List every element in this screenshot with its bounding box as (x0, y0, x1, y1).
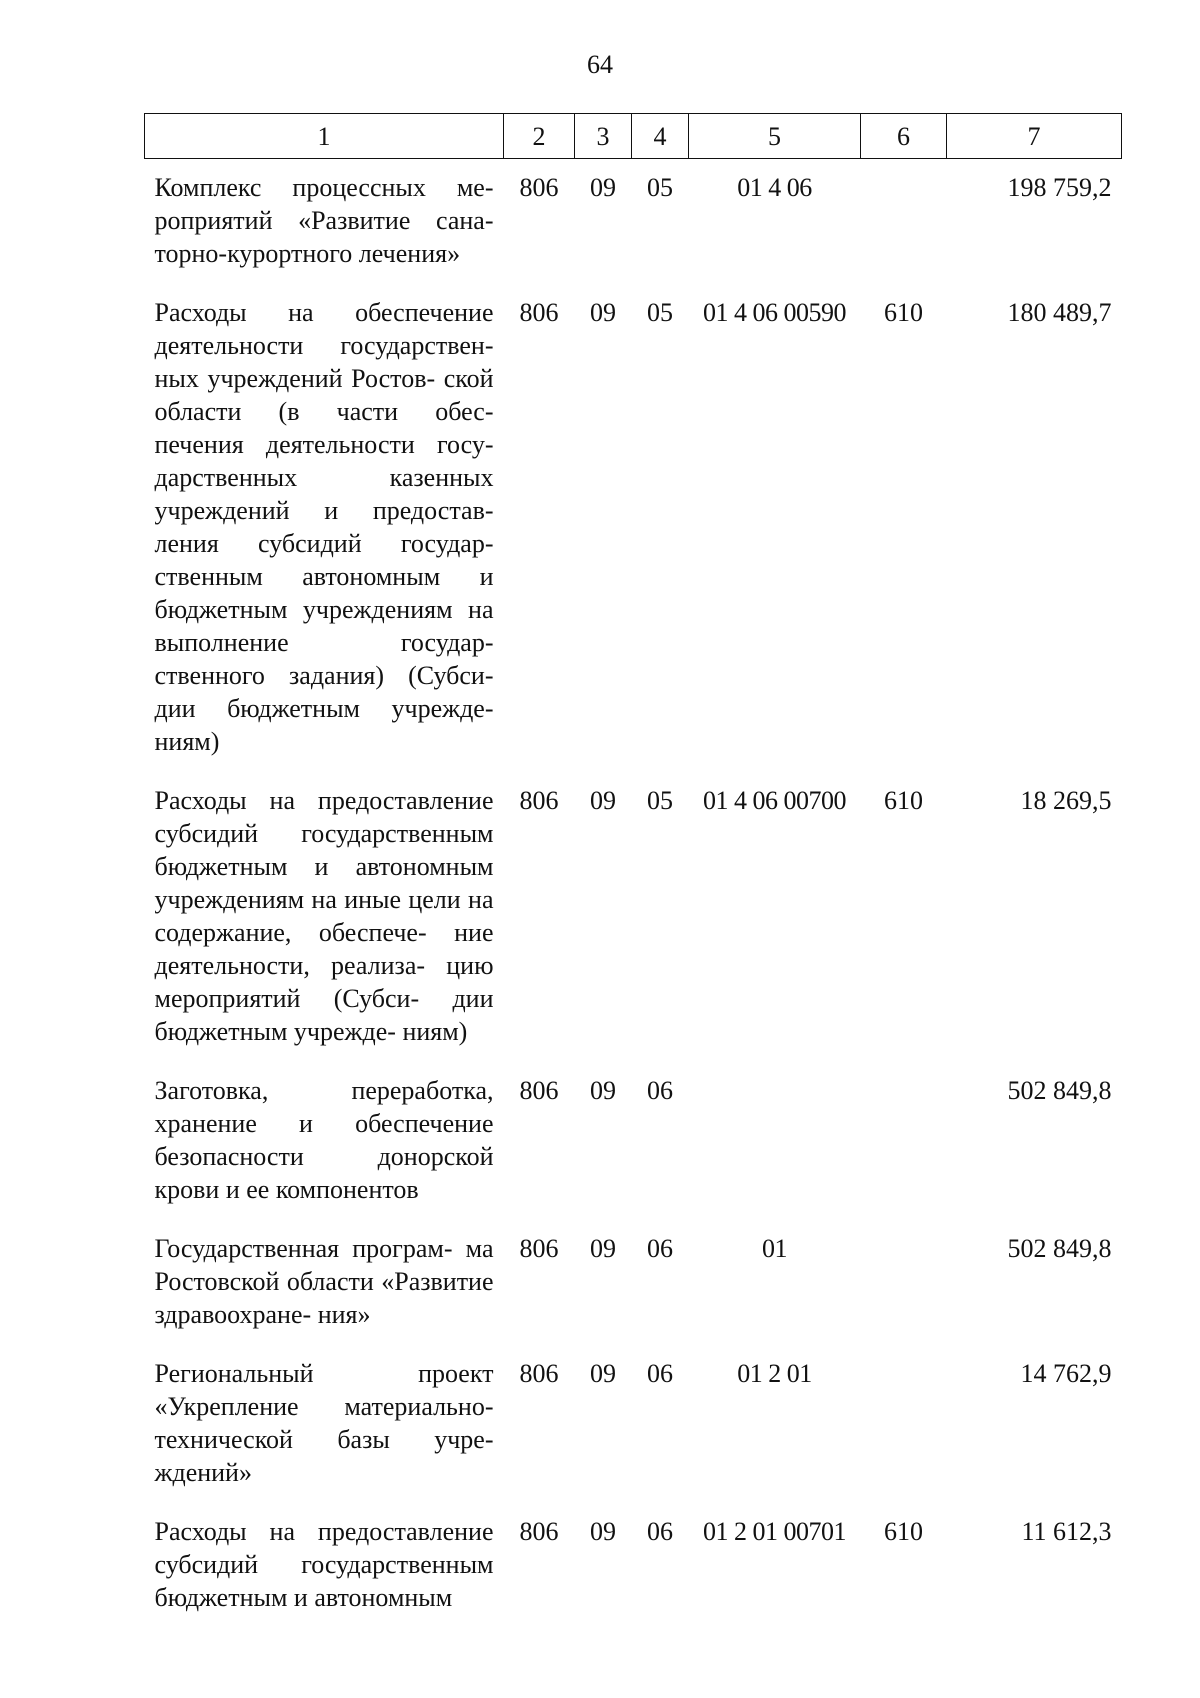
item-name-line: бюджетным и автономным (154, 1583, 453, 1612)
cell-expense-type: 610 (884, 298, 923, 327)
item-name-line: цию мероприятий (Субси- (154, 951, 494, 1013)
item-name-line: роприятий «Развитие сана- (154, 206, 494, 235)
item-name-line: ных учреждений Ростов- (154, 364, 436, 393)
cell-grbs: 806 (519, 298, 559, 327)
cell-subsection: 05 (647, 786, 673, 815)
item-name-line: бюджетным и автономным (154, 852, 494, 881)
cell-amount: 502 849,8 (1007, 1234, 1112, 1263)
cell-target-article: 01 2 01 00701 (703, 1517, 846, 1546)
item-name-line: ниям) (402, 1017, 468, 1046)
item-name-line: ждений» (154, 1458, 252, 1487)
cell-grbs: 806 (519, 1359, 559, 1388)
item-name-line: на выполнение государ- (154, 595, 494, 657)
cell-subsection: 05 (647, 298, 673, 327)
cell-expense-type (861, 159, 947, 285)
cell-section: 09 (590, 173, 616, 202)
item-name-line: Расходы на обеспечение (154, 298, 494, 327)
cell-target-article: 01 4 06 00590 (703, 298, 846, 327)
budget-table (144, 113, 1122, 1628)
cell-amount: 502 849,8 (1007, 1076, 1112, 1105)
cell-grbs: 806 (519, 786, 559, 815)
item-name-line: «Развитие здравоохране- (154, 1267, 494, 1329)
item-name-line: крови и ее компонентов (154, 1175, 419, 1204)
header-col-1: 1 (145, 114, 504, 159)
item-name-line: ления субсидий государ- (154, 529, 494, 558)
table-header-row (145, 114, 1122, 159)
cell-subsection: 05 (647, 173, 673, 202)
item-name-line: дии бюджетным учрежде- (154, 694, 494, 723)
cell-section: 09 (590, 1234, 616, 1263)
cell-target-article: 01 2 01 (737, 1359, 812, 1388)
item-name-line: ма Ростовской области (154, 1234, 494, 1296)
cell-amount: 18 269,5 (1020, 786, 1112, 815)
cell-target-article: 01 4 06 00700 (703, 786, 846, 815)
item-name-line: учреждений и предостав- (154, 496, 494, 525)
cell-grbs: 806 (519, 1234, 559, 1263)
cell-amount: 180 489,7 (1007, 298, 1112, 327)
cell-expense-type (861, 1062, 947, 1220)
header-col-6: 6 (861, 114, 947, 159)
cell-expense-type (861, 1220, 947, 1345)
table-body (145, 159, 1122, 1629)
item-name-line: ственного задания) (Субси- (154, 661, 494, 690)
item-name-line: бюджетным учреждениям (154, 595, 453, 624)
item-name-line: дии бюджетным учрежде- (154, 984, 494, 1046)
cell-item-name (145, 772, 504, 1062)
item-name-line: Региональный проект (154, 1359, 494, 1388)
table-row (145, 1503, 1122, 1628)
cell-item-name (145, 284, 504, 772)
table-row (145, 772, 1122, 1062)
item-name-line: субсидий государственным (154, 1550, 494, 1579)
cell-amount: 198 759,2 (1007, 173, 1112, 202)
item-name-line: Комплекс процессных ме- (154, 173, 494, 202)
item-name-line: деятельности государствен- (154, 331, 494, 360)
header-col-7: 7 (947, 114, 1122, 159)
cell-subsection: 06 (647, 1076, 673, 1105)
table-row (145, 284, 1122, 772)
table-row (145, 1345, 1122, 1503)
item-name-line: Заготовка, переработка, (154, 1076, 494, 1105)
item-name-line: торно-курортного лечения» (154, 239, 461, 268)
item-name-line: технической базы учре- (154, 1425, 494, 1454)
item-name-line: Расходы на предоставление (154, 1517, 494, 1546)
cell-item-name (145, 159, 504, 285)
cell-target-article: 01 4 06 (737, 173, 812, 202)
item-name-line: «Укрепление материально- (154, 1392, 494, 1421)
item-name-line: ние деятельности, реализа- (154, 918, 494, 980)
cell-section: 09 (590, 1359, 616, 1388)
cell-item-name (145, 1503, 504, 1628)
item-name-line: хранение и обеспечение (154, 1109, 494, 1138)
cell-expense-type: 610 (884, 1517, 923, 1546)
cell-grbs: 806 (519, 1076, 559, 1105)
item-name-line: ния» (317, 1300, 371, 1329)
item-name-line: безопасности донорской (154, 1142, 494, 1171)
cell-subsection: 06 (647, 1517, 673, 1546)
header-col-4: 4 (632, 114, 689, 159)
table-row (145, 1062, 1122, 1220)
header-col-3: 3 (575, 114, 632, 159)
item-name-line: учреждениям на иные цели (154, 885, 461, 914)
cell-amount: 11 612,3 (1021, 1517, 1112, 1546)
table-row (145, 1220, 1122, 1345)
item-name-line: на содержание, обеспече- (154, 885, 494, 947)
cell-item-name (145, 1220, 504, 1345)
cell-section: 09 (590, 1517, 616, 1546)
cell-grbs: 806 (519, 173, 559, 202)
cell-amount: 14 762,9 (1020, 1359, 1112, 1388)
item-name-line: Государственная програм- (154, 1234, 453, 1263)
page-number: 64 (587, 50, 613, 79)
cell-expense-type (861, 1345, 947, 1503)
cell-section: 09 (590, 786, 616, 815)
item-name-line: ственным автономным и (154, 562, 494, 591)
cell-expense-type: 610 (884, 786, 923, 815)
cell-item-name (145, 1062, 504, 1220)
item-name-line: Расходы на предоставление (154, 786, 494, 815)
cell-grbs: 806 (519, 1517, 559, 1546)
cell-item-name (145, 1345, 504, 1503)
item-name-line: ской области (в части обес- (154, 364, 494, 426)
table-row (145, 159, 1122, 285)
cell-section: 09 (590, 1076, 616, 1105)
header-col-5: 5 (689, 114, 861, 159)
item-name-line: печения деятельности госу- (154, 430, 494, 459)
cell-subsection: 06 (647, 1359, 673, 1388)
header-col-2: 2 (504, 114, 575, 159)
cell-section: 09 (590, 298, 616, 327)
item-name-line: субсидий государственным (154, 819, 494, 848)
cell-subsection: 06 (647, 1234, 673, 1263)
cell-target-article (689, 1062, 861, 1220)
item-name-line: дарственных казенных (154, 463, 494, 492)
cell-target-article: 01 (762, 1234, 787, 1263)
item-name-line: ниям) (154, 727, 220, 756)
